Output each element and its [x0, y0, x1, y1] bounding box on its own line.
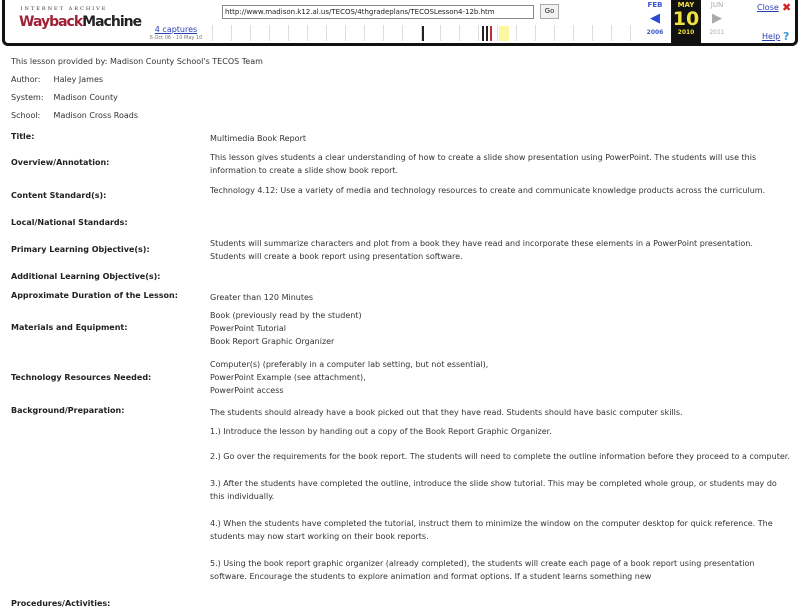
- procedure-step: 4.) When the students have completed the tutorial, instruct them to minimize the window on the computer desktop for quick reference. The students may now start working on their book reports.: [210, 519, 773, 541]
- wayback-toolbar: [2, 0, 798, 46]
- next-capture: [702, 0, 732, 46]
- prev-year[interactable]: 2006: [646, 29, 664, 36]
- capture-mark[interactable]: [422, 26, 424, 41]
- materials-item: Book Report Graphic Organizer: [210, 337, 335, 346]
- materials-list: [210, 309, 790, 348]
- next-arrow-icon: ▶: [712, 11, 722, 26]
- captures-range: 6 Oct 06 - 10 May 10: [149, 35, 203, 41]
- background-label: Background/Preparation:: [11, 406, 125, 415]
- materials-item: Book (previously read by the student): [210, 311, 362, 320]
- title-label: Title:: [11, 132, 35, 141]
- system-line: [11, 93, 118, 102]
- overview-label: Overview/Annotation:: [11, 158, 110, 167]
- prev-arrow-icon[interactable]: ◀: [650, 11, 660, 26]
- content-standards-value: Technology 4.12: Use a variety of media and technology resources to create and communicate knowledge products across the curriculum.: [210, 186, 766, 195]
- current-capture: [671, 0, 701, 46]
- author-line: [11, 75, 103, 84]
- system-value: Madison County: [53, 93, 118, 102]
- capture-mark-current[interactable]: [490, 26, 492, 41]
- primary-objectives-value: Students will summarize characters and plot from a book they have read and incorporate these elements in a PowerPoint presentation. Students will create a book report using presentation software.: [210, 239, 753, 261]
- wayback-machine-wordmark: WaybackMachine: [19, 14, 142, 30]
- capture-timeline[interactable]: [212, 23, 634, 43]
- materials-label: Materials and Equipment:: [11, 323, 128, 332]
- next-year: 2011: [709, 29, 725, 36]
- system-label: System:: [11, 93, 44, 102]
- current-day: 10: [672, 8, 700, 30]
- title-value: Multimedia Book Report: [210, 134, 306, 143]
- current-year: 2010: [677, 29, 695, 36]
- help-icon[interactable]: ?: [783, 30, 790, 43]
- wayback-logo[interactable]: [19, 6, 142, 40]
- procedures-list: [210, 425, 790, 583]
- current-month: MAY: [677, 1, 695, 9]
- school-line: [11, 111, 138, 120]
- duration-value: Greater than 120 Minutes: [210, 293, 314, 302]
- technology-list: [210, 358, 790, 397]
- procedure-step: 1.) Introduce the lesson by handing out a copy of the Book Report Graphic Organizer.: [210, 427, 552, 436]
- captures-info: [145, 25, 207, 41]
- author-label: Author:: [11, 75, 41, 84]
- provided-by: This lesson provided by: Madison County School's TECOS Team: [11, 57, 263, 66]
- duration-label: Approximate Duration of the Lesson:: [11, 291, 178, 300]
- technology-label: Technology Resources Needed:: [11, 373, 152, 382]
- procedure-step: 3.) After the students have completed the outline, introduce the slide show tutorial. This may be completed whole group, or students may do this individually.: [210, 479, 777, 501]
- prev-month[interactable]: FEB: [647, 1, 663, 9]
- prev-capture[interactable]: [640, 0, 670, 46]
- date-navigator: [638, 0, 738, 46]
- technology-item: PowerPoint access: [210, 386, 284, 395]
- school-label: School:: [11, 111, 41, 120]
- next-month: JUN: [710, 1, 724, 9]
- primary-objectives-label: Primary Learning Objective(s):: [11, 245, 150, 254]
- capture-mark[interactable]: [482, 26, 484, 41]
- technology-item: Computer(s) (preferably in a computer lab setting, but not essential),: [210, 360, 489, 369]
- school-value: Madison Cross Roads: [53, 111, 139, 120]
- close-link[interactable]: Close: [757, 3, 779, 12]
- capture-mark[interactable]: [486, 26, 488, 41]
- additional-objectives-label: Additional Learning Objective(s):: [11, 272, 161, 281]
- overview-value: This lesson gives students a clear understanding of how to create a slide show presentation using PowerPoint. The students will use this information to create a slide show book report.: [210, 153, 757, 175]
- internet-archive-text: INTERNET ARCHIVE: [20, 6, 108, 12]
- url-input[interactable]: http://www.madison.k12.al.us/TECOS/4thgradeplans/TECOSLesson4-12b.htm: [222, 5, 534, 19]
- technology-item: PowerPoint Example (see attachment),: [210, 373, 366, 382]
- procedure-step: 2.) Go over the requirements for the book report. The students will need to complete the outline information before they proceed to a computer.: [210, 452, 790, 461]
- procedure-step: 5.) Using the book report graphic organizer (already completed), the students will create each page of a book report using presentation software. Encourage the students to explore animation and format options. If a student learns something new: [210, 559, 755, 581]
- go-button[interactable]: Go: [540, 4, 559, 19]
- current-capture-highlight: [499, 26, 509, 41]
- content-standards-label: Content Standard(s):: [11, 191, 107, 200]
- background-value: The students should already have a book picked out that they have read. Students should have basic computer skills.: [210, 408, 683, 417]
- author-value: Haley James: [53, 75, 104, 84]
- close-icon[interactable]: ✖: [782, 1, 792, 14]
- materials-item: PowerPoint Tutorial: [210, 324, 287, 333]
- captures-link[interactable]: 4 captures: [154, 25, 198, 34]
- help-link[interactable]: Help: [762, 32, 781, 41]
- local-standards-label: Local/National Standards:: [11, 218, 128, 227]
- procedures-label: Procedures/Activities:: [11, 599, 111, 608]
